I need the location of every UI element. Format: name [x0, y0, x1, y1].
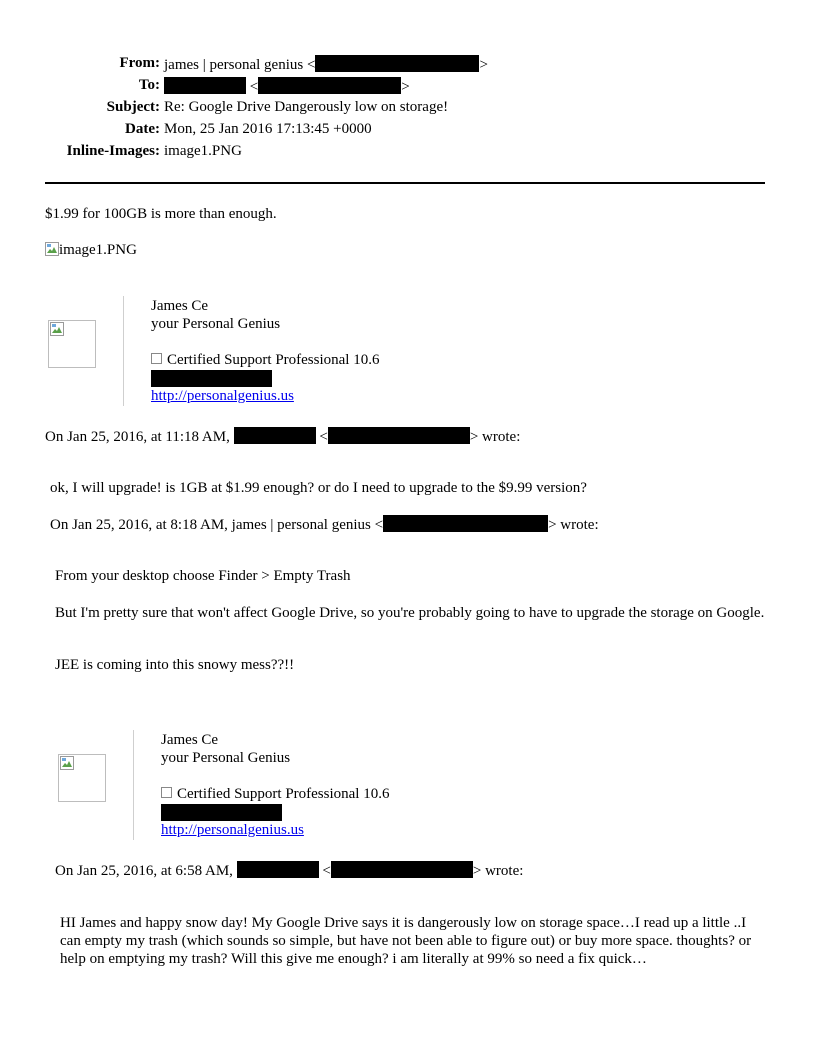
quote3-suffix: > wrote:: [472, 863, 524, 879]
redacted-name: [237, 861, 319, 878]
quote3-open: <: [322, 863, 331, 879]
redacted-email: [331, 861, 473, 878]
signature-cert-text: Certified Support Professional 10.6: [167, 352, 380, 368]
inline-image: [45, 242, 137, 259]
quote3-text: HI James and happy snow day! My Google Drive says it is dangerously low on storage space…I read up a little ..I can empty my trash (which sounds so simple, but have not been able to figure out) or buy more space. thoughts? or help on emptying my trash? Will this give me enough? i am literally at 99% so need a fix quick…: [60, 915, 752, 967]
quote1-attribution: [45, 427, 520, 446]
quote1-text: ok, I will upgrade! is 1GB at $1.99 enough? or do I need to upgrade to the $9.99 version?: [50, 480, 587, 496]
redacted-phone: [151, 370, 272, 387]
signature-name: James Ce: [151, 298, 209, 314]
reply-text: $1.99 for 100GB is more than enough.: [45, 206, 277, 222]
redacted-email: [258, 77, 401, 94]
redacted-email: [328, 427, 470, 444]
signature-cert: [151, 352, 379, 369]
date-label: Date:: [125, 121, 160, 137]
from-label: From:: [119, 55, 160, 71]
quote1-open: <: [319, 429, 328, 445]
broken-image-icon: [50, 322, 64, 336]
quote1-prefix: On Jan 25, 2016, at 11:18 AM,: [45, 429, 230, 445]
signature-name: James Ce: [161, 732, 219, 748]
quote2-paragraph-3: JEE is coming into this snowy mess??!!: [55, 657, 295, 673]
checkbox-icon: [161, 787, 172, 798]
from-close: >: [479, 57, 488, 73]
quote2-attribution: [50, 515, 599, 534]
redacted-email: [383, 515, 548, 532]
from-value: [164, 55, 488, 74]
signature-cert-text: Certified Support Professional 10.6: [177, 786, 390, 802]
signature-divider: [133, 730, 134, 840]
inline-images-label: Inline-Images:: [66, 143, 160, 159]
signature-phone: [161, 804, 282, 823]
to-close: >: [401, 79, 410, 95]
subject-value: Re: Google Drive Dangerously low on storage!: [164, 99, 449, 115]
broken-image-icon: [60, 756, 74, 770]
date-value: Mon, 25 Jan 2016 17:13:45 +0000: [164, 121, 372, 137]
quote2-prefix: On Jan 25, 2016, at 8:18 AM, james | personal genius <: [50, 517, 384, 533]
signature-title: your Personal Genius: [161, 750, 291, 766]
signature-logo: [58, 754, 106, 802]
to-value: [164, 77, 410, 96]
redacted-email: [315, 55, 479, 72]
broken-image-icon: [45, 242, 59, 256]
checkbox-icon: [151, 353, 162, 364]
to-open: <: [249, 79, 259, 95]
signature-link[interactable]: http://personalgenius.us: [151, 388, 294, 404]
quote3-prefix: On Jan 25, 2016, at 6:58 AM,: [55, 863, 233, 879]
signature-cert: [161, 786, 389, 803]
quote3-attribution: [55, 861, 523, 880]
inline-images-value: image1.PNG: [164, 143, 242, 159]
quote2-suffix: > wrote:: [548, 517, 599, 533]
from-text: james | personal genius <: [164, 57, 316, 73]
signature-link[interactable]: http://personalgenius.us: [161, 822, 304, 838]
signature-logo: [48, 320, 96, 368]
signature-title: your Personal Genius: [151, 316, 281, 332]
quote2-paragraph-1: From your desktop choose Finder > Empty Trash: [55, 568, 351, 584]
to-label: To:: [138, 77, 160, 93]
subject-label: Subject:: [106, 99, 160, 115]
quote2-paragraph-2: But I'm pretty sure that won't affect Google Drive, so you're probably going to have to upgrade the storage on Google.: [55, 605, 765, 621]
signature-phone: [151, 370, 272, 389]
redacted-phone: [161, 804, 282, 821]
inline-image-alt: image1.PNG: [59, 242, 137, 258]
quote1-suffix: > wrote:: [469, 429, 521, 445]
redacted-name: [164, 77, 246, 94]
redacted-name: [234, 427, 316, 444]
signature-divider: [123, 296, 124, 406]
header-divider: [45, 182, 765, 184]
